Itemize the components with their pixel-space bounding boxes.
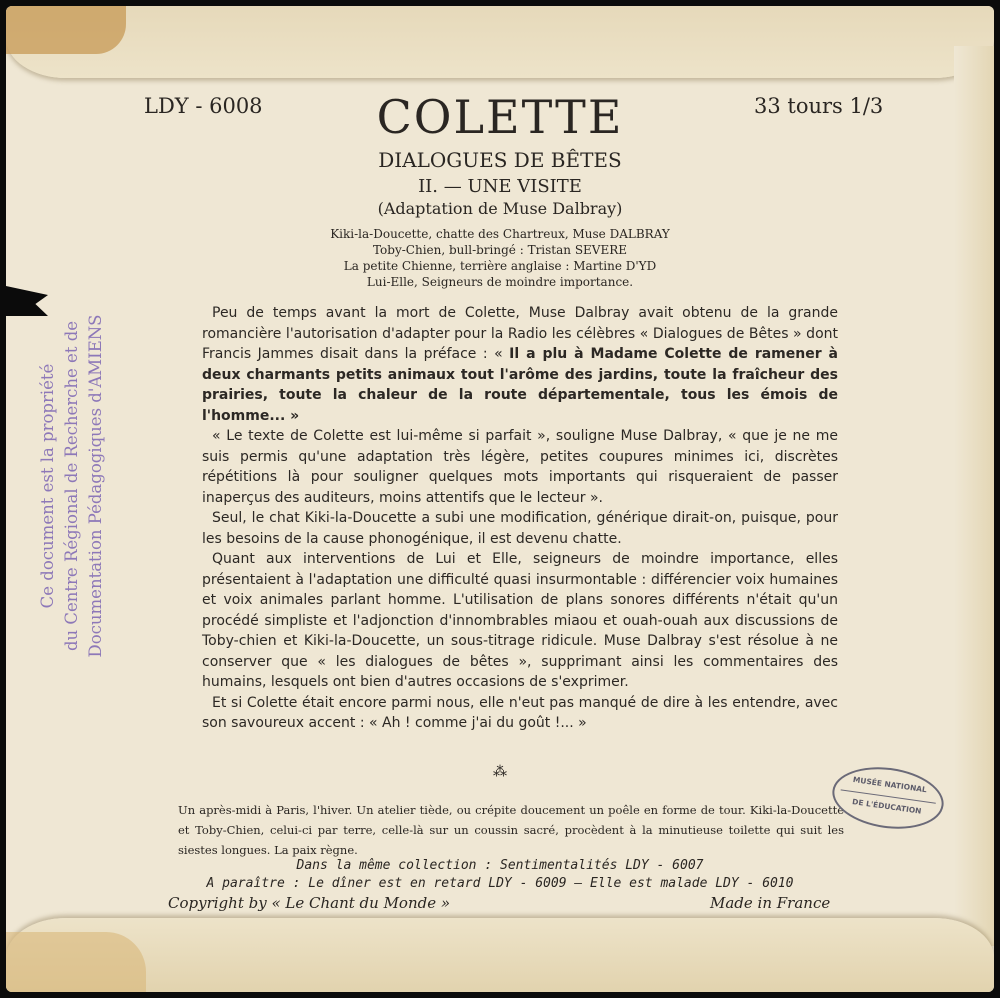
bottom-flap	[6, 918, 994, 992]
ownership-stamp	[36, 276, 108, 696]
work-title: DIALOGUES DE BÊTES	[378, 148, 622, 172]
cast-list	[6, 226, 994, 290]
stain-bottom-left	[6, 932, 146, 992]
stain-top-left	[6, 6, 126, 54]
jammes-quote: Il a plu à Madame Colette de ramener à deux charmants petits animaux tout l'arôme des jardins, toute la fraîcheur des prairies, toute la chaleur de la route départementale, tous les émois de l'homme... »	[202, 346, 838, 424]
catalog-number: LDY - 6008	[144, 94, 263, 118]
liner-notes	[202, 303, 838, 734]
stamp-line: Ce document est la propriété	[38, 363, 57, 609]
part-title: II. — UNE VISITE	[418, 176, 582, 197]
made-in: Made in France	[710, 894, 831, 912]
adaptation-credit: (Adaptation de Muse Dalbray)	[377, 199, 623, 218]
cast-item: La petite Chienne, terrière anglaise : Martine D'YD	[343, 259, 657, 273]
paragraph-4: Quant aux interventions de Lui et Elle, seigneurs de moindre importance, elles présentaient à l'adaptation une difficulté quasi insurmontable : différencier voix humaines et voix animales parlant homme. L'utilisation de plans sonores différents n'était qu'un procédé simpliste et l'adjonction d'innombrables miaou et ouah-ouah aux discussions de Toby-chien et Kiki-la-Doucette, un sous-titrage ridicule. Muse Dalbray s'est résolue à ne conserver que « les dialogues de bêtes », supprimant ainsi les commentaires des humains, lesquels ont bien d'autres occasions de s'exprimer.	[202, 551, 838, 690]
top-flap	[6, 6, 994, 78]
collection-note: Dans la même collection : Sentimentalités LDY - 6007	[296, 858, 704, 873]
asterism: ⁂	[493, 764, 507, 780]
paragraph-3: Seul, le chat Kiki-la-Doucette a subi une modification, générique dirait-on, puisque, pour les besoins de la cause phonogénique, il est devenu chatte.	[202, 510, 838, 547]
cast-item: Lui-Elle, Seigneurs de moindre importance.	[366, 275, 634, 289]
museum-stamp-line2: DE L'ÉDUCATION	[851, 797, 922, 816]
page-title: COLETTE	[376, 90, 624, 144]
forthcoming-note: A paraître : Le dîner est en retard LDY - 6009 — Elle est malade LDY - 6010	[206, 876, 794, 891]
cast-item: Kiki-la-Doucette, chatte des Chartreux, Muse DALBRAY	[330, 227, 670, 241]
paragraph-5: Et si Colette était encore parmi nous, elle n'eut pas manqué de dire à les entendre, avec son savoureux accent : « Ah ! comme j'ai du goût !... »	[202, 694, 838, 731]
paragraph-2: « Le texte de Colette est lui-même si parfait », souligne Muse Dalbray, « que je ne me suis permis qu'une adaptation très légère, petites coupures minimes ici, discrètes répétitions là pour souligner quelques mots importants qui risqueraient de passer inaperçus des auditeurs, moins attentifs que le lecteur ».	[202, 428, 838, 506]
copyright: Copyright by « Le Chant du Monde »	[168, 894, 451, 912]
paragraph-1	[202, 303, 838, 426]
stamp-line: Documentation Pédagogiques d'AMIENS	[86, 314, 105, 658]
record-sleeve-back	[6, 6, 994, 992]
stamp-line: du Centre Régional de Recherche et de	[62, 320, 81, 652]
synopsis: Un après-midi à Paris, l'hiver. Un atelier tiède, ou crépite doucement un poêle en forme de tour. Kiki-la-Doucette et Toby-Chien, celui-ci par terre, celle-là sur un coussin sacré, procèdent à la minutieuse toilette qui suit les siestes longues. La paix règne.	[178, 803, 844, 857]
paragraph-1-text: Peu de temps avant la mort de Colette, Muse Dalbray avait obtenu de la grande romancière l'autorisation d'adapter pour la Radio les célèbres « Dialogues de Bêtes » dont Francis Jammes disait dans la préface : «	[202, 305, 838, 362]
museum-stamp-line1: MUSÉE NATIONAL	[852, 774, 928, 795]
record-speed: 33 tours 1/3	[754, 94, 884, 118]
cast-item: Toby-Chien, bull-bringé : Tristan SEVERE	[372, 243, 628, 257]
